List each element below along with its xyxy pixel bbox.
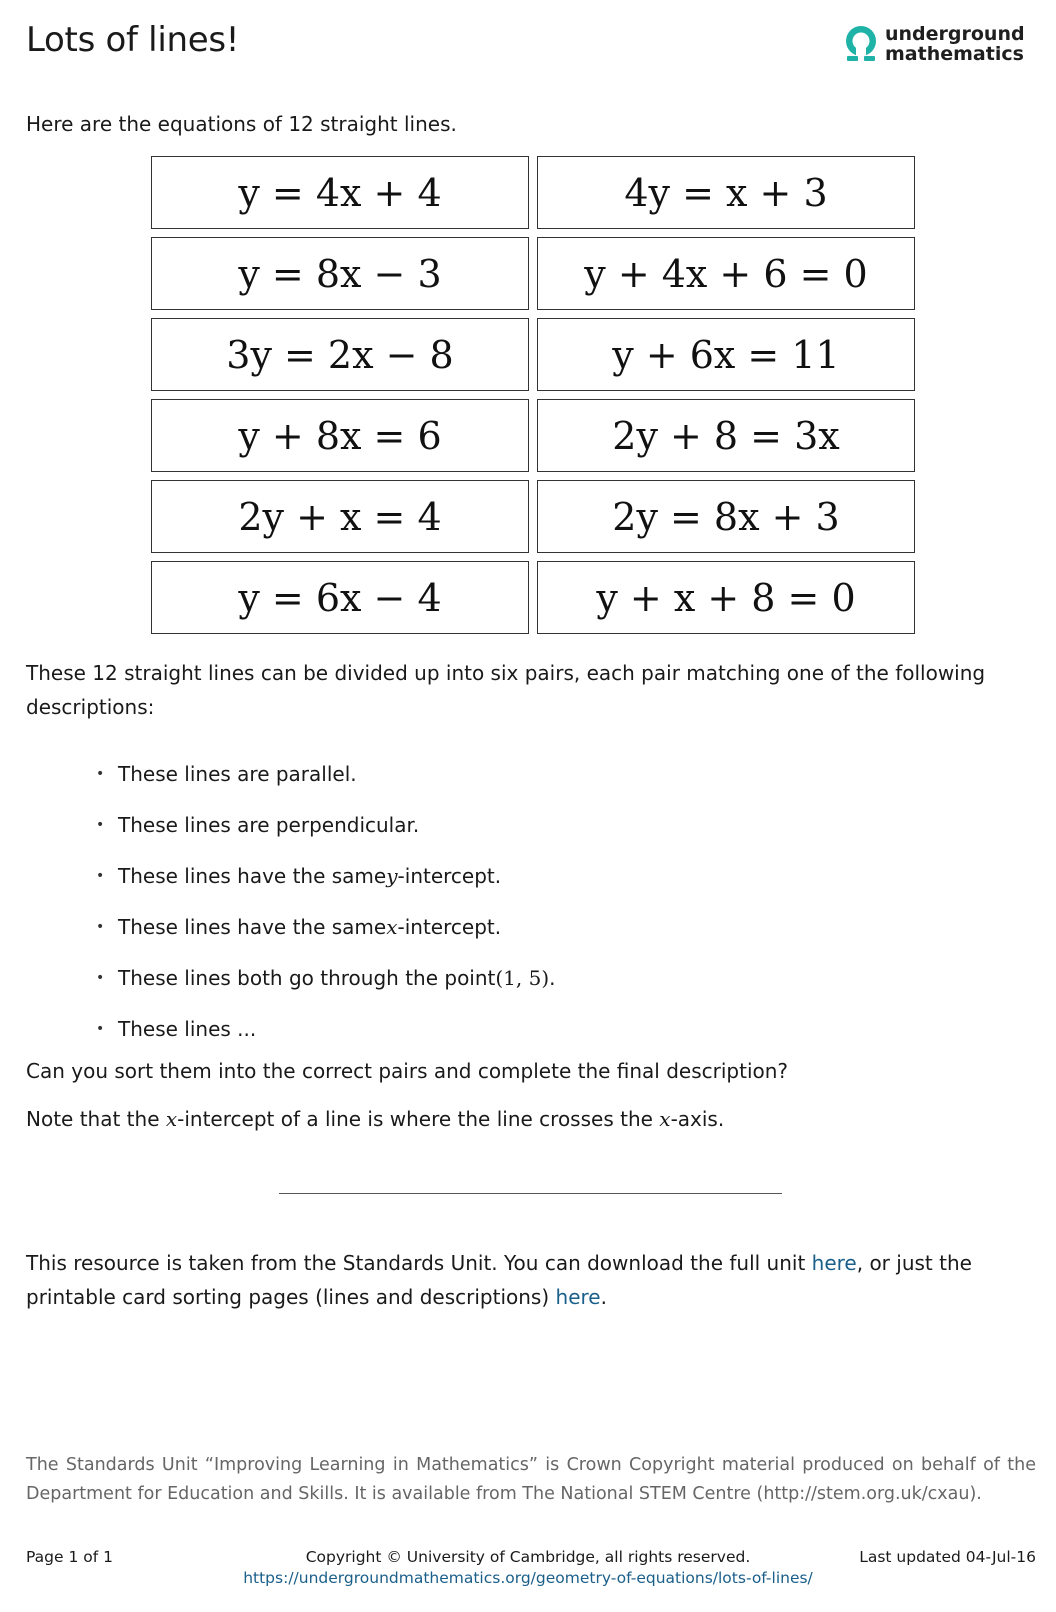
equation-card: y + 6x = 11 — [537, 318, 915, 391]
equation-card: 2y = 8x + 3 — [537, 480, 915, 553]
list-item: • These lines ... — [96, 1016, 257, 1041]
logo-line-2: mathematics — [885, 43, 1024, 65]
equation-card: y = 8x − 3 — [151, 237, 529, 310]
download-unit-link[interactable]: here — [811, 1251, 857, 1275]
bullet-icon: • — [96, 1020, 105, 1037]
omega-logo-icon — [843, 24, 879, 64]
bullet-icon: • — [96, 867, 105, 884]
footer-page-number: Page 1 of 1 — [26, 1548, 113, 1566]
underground-mathematics-logo[interactable] — [843, 24, 1025, 64]
descriptions-list — [96, 748, 556, 1054]
logo-line-1: underground — [885, 23, 1025, 45]
equation-card: y = 4x + 4 — [151, 156, 529, 229]
question-text: Can you sort them into the correct pairs and complete the final description? — [26, 1059, 789, 1083]
list-item: • These lines both go through the point (1, 5) . — [96, 965, 556, 990]
pairs-description: These 12 straight lines can be divided up into six pairs, each pair matching one of the following descriptions: — [26, 661, 986, 719]
page-title: Lots of lines! — [26, 20, 240, 60]
equations-grid — [151, 156, 915, 634]
divider — [279, 1193, 782, 1194]
credit-text: The Standards Unit “Improving Learning in Mathematics” is Crown Copyright material produced on behalf of the Department for Education and Skills. It is available from The National STEM Centre (http://stem.org.uk/cxau). — [26, 1455, 1036, 1504]
equation-card: 4y = x + 3 — [537, 156, 915, 229]
list-item: • These lines have the same x -intercept. — [96, 914, 502, 939]
footer-url-link[interactable]: https://undergroundmathematics.org/geometry-of-equations/lots-of-lines/ — [243, 1569, 813, 1587]
resource-text: This resource is taken from the Standards Unit. You can download the full unit here, or just the printable card sorting pages (lines and descriptions) here. — [26, 1251, 972, 1309]
list-item: • These lines are parallel. — [96, 761, 357, 786]
equation-card: y + 8x = 6 — [151, 399, 529, 472]
logo-text — [885, 24, 1025, 64]
footer-copyright: Copyright © University of Cambridge, all rights reserved. — [305, 1548, 751, 1566]
equation-card: 2y + x = 4 — [151, 480, 529, 553]
download-cards-link[interactable]: here — [555, 1285, 601, 1309]
equation-card: 2y + 8 = 3x — [537, 399, 915, 472]
bullet-icon: • — [96, 765, 105, 782]
footer-last-updated: Last updated 04-Jul-16 — [859, 1548, 1036, 1566]
bullet-icon: • — [96, 918, 105, 935]
equation-card: y = 6x − 4 — [151, 561, 529, 634]
bullet-icon: • — [96, 969, 105, 986]
intro-text: Here are the equations of 12 straight lines. — [26, 112, 457, 136]
list-item: • These lines have the same y -intercept. — [96, 863, 502, 888]
equation-card: 3y = 2x − 8 — [151, 318, 529, 391]
equation-card: y + 4x + 6 = 0 — [537, 237, 915, 310]
list-item: • These lines are perpendicular. — [96, 812, 420, 837]
note-text: Note that the x-intercept of a line is where the line crosses the x-axis. — [26, 1107, 725, 1131]
equation-card: y + x + 8 = 0 — [537, 561, 915, 634]
bullet-icon: • — [96, 816, 105, 833]
